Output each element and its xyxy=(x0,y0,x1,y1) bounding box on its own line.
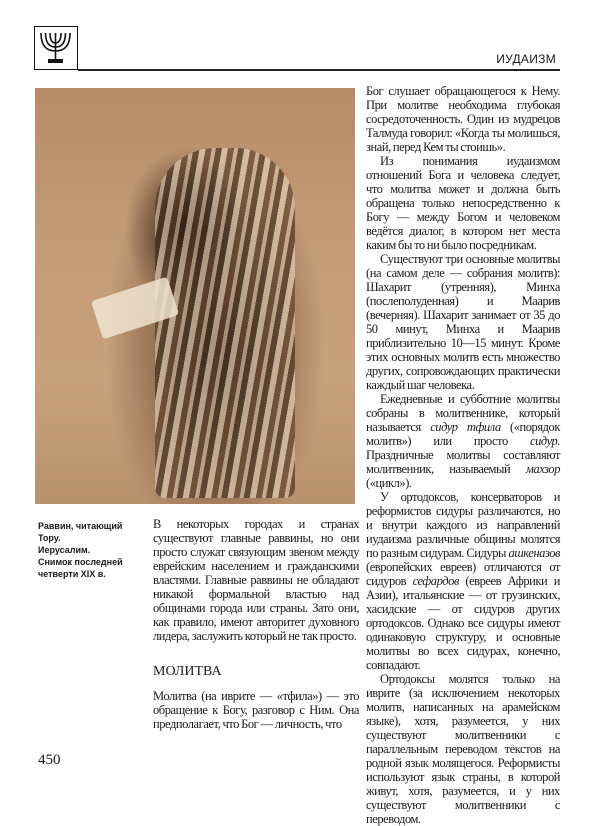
caption-line: Снимок последней xyxy=(38,557,123,567)
paragraph: Молитва (на иврите — «тфила») — это обращение к Богу, разговор с Ним. Она предполагает, что Бог — личность, что xyxy=(153,689,359,731)
text: («цикл»). xyxy=(366,476,412,490)
section-heading: МОЛИТВА xyxy=(153,664,222,679)
section-title: ИУДАИЗМ xyxy=(496,52,556,66)
term: сидур. xyxy=(529,434,560,448)
paragraph: Бог слушает обращающегося к Нему. При молитве необходима глубокая сосредоточенность. Один из мудрецов Талмуда говорил: «Когда ты молишься, знай, перед Кем ты стоишь». xyxy=(366,84,560,154)
menorah-icon xyxy=(34,26,78,70)
text: (евреев Африки и Азии), итальянские — от грузинских, хасидские — от сидуров других ортодоксов. Однако все сидуры имеют одинаковую структуру, и основные молитвы во всех сидурах, конечно, совпадают. xyxy=(366,574,560,672)
text: (европейских евреев) отличаются от сидуров xyxy=(366,560,560,588)
paragraph: Ортодоксы молятся только на иврите (за исключением некоторых молитв, написанных на арамейском языке), хотя, разумеется, у них существуют молитвенники с параллельным переводом текстов на родной язык молящегося. Реформисты используют язык страны, в которой живут, хотя, разумеется, и у них существуют молитвенники с переводом. xyxy=(366,672,560,826)
rabbi-reading-torah-photo xyxy=(35,88,355,504)
paragraph xyxy=(366,392,560,490)
photo-caption xyxy=(38,520,138,580)
term: махзор xyxy=(525,462,560,476)
text: («порядок молитв») или просто xyxy=(366,420,560,448)
paragraph: В некоторых городах и странах существуют главные раввины, но они просто служат связующим звеном между еврейским населением и гражданскими властями. Главные раввины не обладают никакой формальной властью над общинами города или страны. Зато они, как правило, имеют авторитет духовного лидера, заслужить который не так просто. xyxy=(153,517,359,643)
term: ашкеназов xyxy=(508,546,560,560)
right-column xyxy=(366,84,560,826)
middle-column xyxy=(153,517,359,731)
term: сидур тфила xyxy=(430,420,501,434)
caption-line: четверти XIX в. xyxy=(38,569,106,579)
caption-line: Иерусалим. xyxy=(38,545,91,555)
text: Праздничные молитвы составляют молитвенник, называемый xyxy=(366,448,560,476)
paragraph: Существуют три основные молитвы (на самом деле — собрания молитв): Шахарит (утренняя), Минха (послеполуденная) и Маарив (вечерняя). Шахарит занимает от 35 до 50 минут, Минха и Маарив приблизительно 10—15 минут. Кроме этих основных молитв есть множество других, сопровождающих практически каждый шаг человека. xyxy=(366,252,560,392)
photo-figure xyxy=(155,148,295,498)
text: У ортодоксов, консерваторов и реформистов сидуры различаются, но и внутри каждого из направлений иудаизма различные общины молятся по разным сидурам. Сидуры xyxy=(366,490,560,560)
paragraph xyxy=(366,490,560,672)
header-rule xyxy=(78,69,560,71)
caption-line: Раввин, читающий Тору. xyxy=(38,521,123,543)
term: сефардов xyxy=(412,574,459,588)
text: Ежедневные и субботние молитвы собраны в молитвеннике, который называется xyxy=(366,392,560,434)
paragraph: Из понимания иудаизмом отношений Бога и человека следует, что молитва может и должна быть обращена только непосредственно к Богу — между Богом и человеком ведётся диалог, в котором нет места каким бы то ни было посредникам. xyxy=(366,154,560,252)
page-number: 450 xyxy=(38,752,61,768)
